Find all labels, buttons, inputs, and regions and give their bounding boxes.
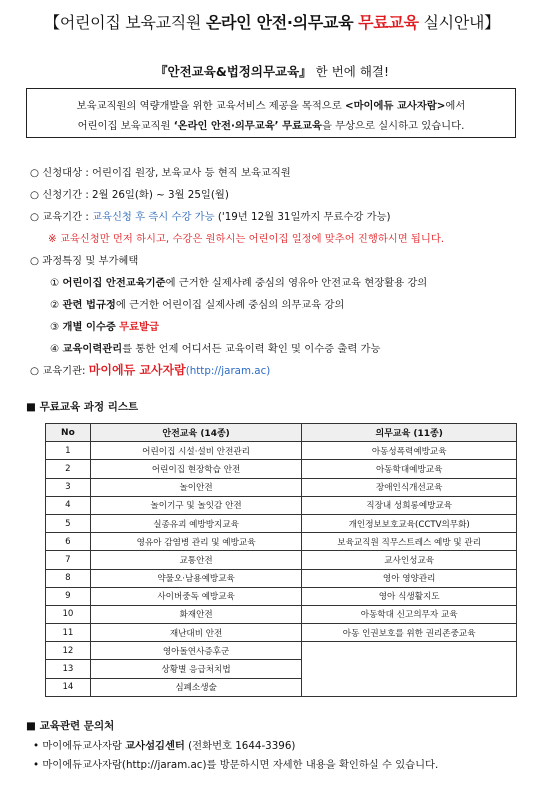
intro-line-1: [27, 97, 515, 112]
cell-no: 2: [46, 460, 91, 478]
cell-no: 13: [46, 660, 91, 678]
cell-no: 10: [46, 605, 91, 623]
table-row: [46, 605, 517, 623]
page-title: [0, 10, 544, 33]
institution-label: ○ 교육기관:: [30, 365, 89, 377]
edu-period-highlight: 교육신청 후 즉시 수강 가능: [92, 211, 215, 223]
cell-mandatory: 영아 식생활지도: [302, 587, 517, 605]
feature-3-num: ③: [50, 321, 60, 333]
table-row: [46, 496, 517, 514]
contact-line-1: [33, 737, 295, 752]
table-row: [46, 514, 517, 532]
cell-mandatory: 아동 인권보호를 위한 권리존중교육: [302, 624, 517, 642]
cell-mandatory: 영아 영양관리: [302, 569, 517, 587]
feature-4-num: ④: [50, 343, 60, 355]
subtitle-rest: 한 번에 해결!: [311, 64, 389, 79]
cell-safety: 약물오·남용예방교육: [90, 569, 302, 587]
feature-3-bold: 개별 이수증: [62, 321, 116, 333]
feature-2-bold: 관련 법규정: [62, 299, 116, 311]
info-edu-period: [30, 208, 391, 223]
cell-no: 9: [46, 587, 91, 605]
table-row: [46, 460, 517, 478]
header-no: No: [46, 424, 91, 442]
cell-safety: 상황별 응급처치법: [90, 660, 302, 678]
info-note: ※ 교육신청만 먼저 하시고, 수강은 원하시는 어린이집 일정에 맞추어 진행하시면 됩니다.: [48, 233, 445, 245]
contact-line-2: • 마이에듀교사자람(http://jaram.ac)를 방문하시면 자세한 내용을 확인하실 수 있습니다.: [33, 759, 439, 771]
cell-safety: 놀이기구 및 놀잇감 안전: [90, 496, 302, 514]
intro-line1-a: 보육교직원의 역량개발을 위한 교육서비스 제공을 목적으로: [76, 100, 345, 112]
cell-safety: 놀이안전: [90, 478, 302, 496]
cell-safety: 화재안전: [90, 605, 302, 623]
cell-mandatory: 보육교직원 직무스트레스 예방 및 관리: [302, 533, 517, 551]
feature-1-num: ①: [50, 277, 60, 289]
cell-mandatory-empty: [302, 660, 517, 678]
cell-safety: 영아돌연사증후군: [90, 642, 302, 660]
institution-link[interactable]: (http://jaram.ac): [185, 365, 271, 377]
feature-2-rest: 에 근거한 어린이집 실제사례 중심의 의무교육 강의: [115, 299, 345, 311]
table-row: [46, 533, 517, 551]
institution-name: 마이에듀 교사자람: [88, 363, 186, 377]
table-row: [46, 587, 517, 605]
feature-4-rest: 를 통한 언제 어디서든 교육이력 확인 및 이수증 출력 가능: [122, 343, 381, 355]
feature-4: [50, 340, 380, 355]
cell-no: 1: [46, 442, 91, 460]
intro-line2-b: ‘온라인 안전·의무교육’ 무료교육: [173, 120, 322, 132]
cell-safety: 실종유괴 예방방지교육: [90, 514, 302, 532]
table-row: [46, 624, 517, 642]
title-part4: 실시안내】: [418, 13, 500, 32]
cell-safety: 어린이집 현장학습 안전: [90, 460, 302, 478]
feature-1: [50, 274, 427, 289]
title-part1: 【어린이집 보육교직원: [44, 13, 206, 32]
info-institution: [30, 361, 270, 378]
table-row: [46, 660, 517, 678]
cell-mandatory: 교사인성교육: [302, 551, 517, 569]
cell-safety: 교통안전: [90, 551, 302, 569]
feature-2: [50, 296, 344, 311]
feature-3-free: 무료발급: [119, 321, 159, 333]
header-safety: 안전교육 (14종): [90, 424, 302, 442]
intro-line2-a: 어린이집 보육교직원: [77, 120, 174, 132]
table-row: [46, 442, 517, 460]
table-row: [46, 642, 517, 660]
cell-safety: 어린이집 시설·설비 안전관리: [90, 442, 302, 460]
table-header-row: [46, 424, 517, 442]
contact-heading: ■ 교육관련 문의처: [26, 720, 115, 732]
cell-no: 14: [46, 678, 91, 696]
feature-1-rest: 에 근거한 실제사례 중심의 영유아 안전교육 현장활용 강의: [165, 277, 428, 289]
contact1-a: • 마이에듀교사자람: [33, 740, 126, 752]
cell-mandatory: 장애인식개선교육: [302, 478, 517, 496]
contact1-phone: (전화번호 1644-3396): [184, 740, 296, 752]
cell-mandatory: 아동학대 신고의무자 교육: [302, 605, 517, 623]
contact1-center: 교사섬김센터: [125, 740, 185, 752]
cell-no: 6: [46, 533, 91, 551]
feature-3: [50, 318, 159, 333]
cell-no: 11: [46, 624, 91, 642]
cell-mandatory: 아동성폭력예방교육: [302, 442, 517, 460]
cell-safety: 사이버중독 예방교육: [90, 587, 302, 605]
cell-safety: 재난대비 안전: [90, 624, 302, 642]
cell-no: 5: [46, 514, 91, 532]
cell-no: 7: [46, 551, 91, 569]
subtitle: [0, 62, 544, 80]
intro-line1-c: 에서: [445, 100, 466, 112]
info-features-label: ○ 과정특징 및 부가혜택: [30, 255, 139, 267]
feature-1-bold: 어린이집 안전교육기준: [62, 277, 166, 289]
title-free: 무료교육: [358, 13, 419, 32]
cell-no: 4: [46, 496, 91, 514]
info-period: ○ 신청기간 : 2월 26일(화) ~ 3월 25일(월): [30, 189, 229, 201]
intro-box: [26, 88, 516, 138]
feature-2-num: ②: [50, 299, 60, 311]
table-row: [46, 551, 517, 569]
cell-mandatory: 개인정보보호교육(CCTV의무화): [302, 514, 517, 532]
intro-line2-c: 을 무상으로 실시하고 있습니다.: [321, 120, 465, 132]
cell-safety: 심폐소생술: [90, 678, 302, 696]
cell-no: 12: [46, 642, 91, 660]
course-list-heading: ■ 무료교육 과정 리스트: [26, 401, 139, 413]
cell-no: 3: [46, 478, 91, 496]
cell-mandatory-empty: [302, 678, 517, 696]
header-mandatory: 의무교육 (11종): [302, 424, 517, 442]
table-row: [46, 678, 517, 696]
intro-line-2: [27, 117, 515, 132]
cell-mandatory: 직장내 성희롱예방교육: [302, 496, 517, 514]
intro-line1-b: <마이에듀 교사자람>: [344, 100, 446, 112]
edu-period-rest: ('19년 12월 31일까지 무료수강 가능): [214, 211, 391, 223]
cell-mandatory-empty: [302, 642, 517, 660]
cell-safety: 영유아 감염병 관리 및 예방교육: [90, 533, 302, 551]
table-row: [46, 569, 517, 587]
feature-4-bold: 교육이력관리: [62, 343, 123, 355]
cell-no: 8: [46, 569, 91, 587]
info-target: ○ 신청대상 : 어린이집 원장, 보육교사 등 현직 보육교직원: [30, 167, 291, 179]
course-table: [45, 423, 517, 697]
subtitle-bold: 『안전교육&법정의무교육』: [155, 64, 312, 79]
edu-period-label: ○ 교육기간 :: [30, 211, 93, 223]
table-row: [46, 478, 517, 496]
cell-mandatory: 아동학대예방교육: [302, 460, 517, 478]
title-part2: 온라인 안전·의무교육: [205, 13, 354, 32]
